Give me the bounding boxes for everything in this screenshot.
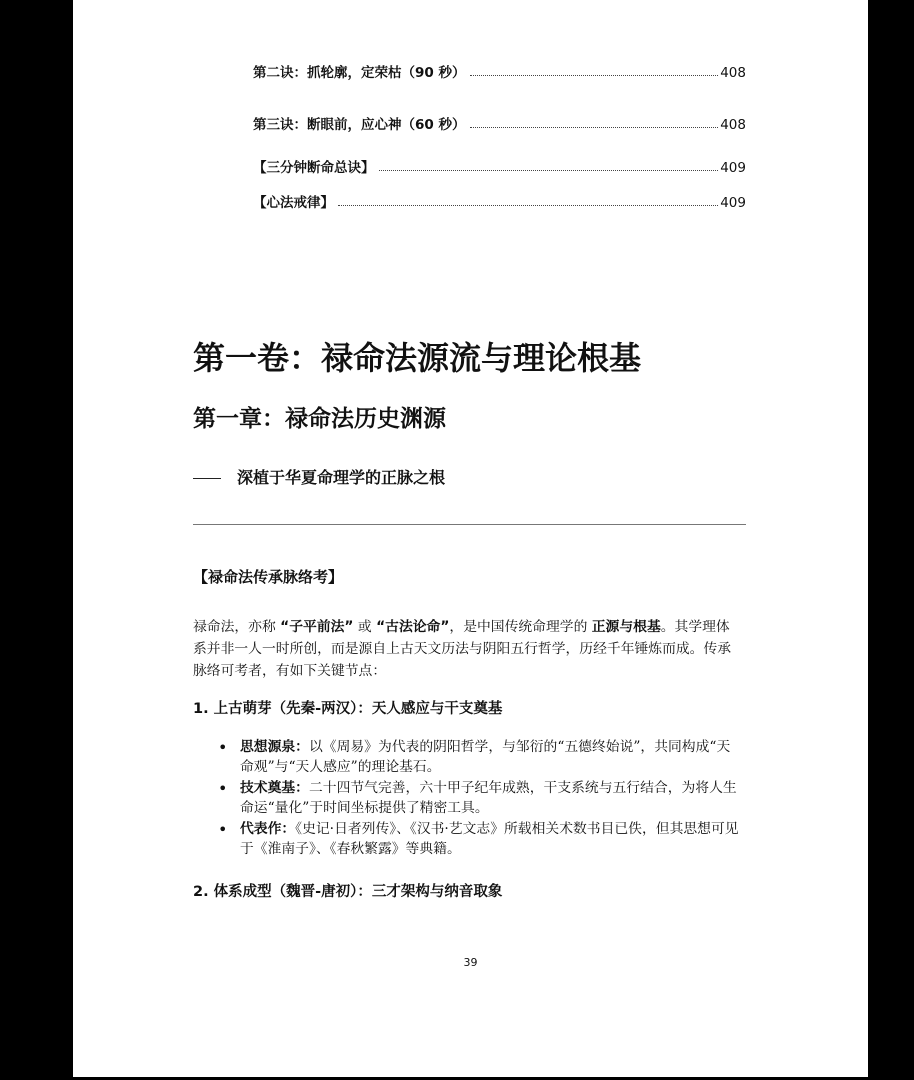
toc-entry-page: 408: [720, 65, 746, 81]
bullet-label: 思想源泉：: [240, 739, 309, 755]
toc-entry[interactable]: [253, 154, 746, 176]
bullet-text: 以《周易》为代表的阴阳哲学，与邹衍的“五德终始说”，共同构成“天命观”与“天人感应”的理论基石。: [240, 739, 731, 775]
intro-paragraph: [193, 616, 743, 682]
chapter-subtitle: [193, 465, 445, 488]
toc-entry[interactable]: [253, 111, 746, 133]
page-number: 39: [463, 956, 478, 969]
toc-entry-title: 第二诀：抓轮廓，定荣枯（90 秒）: [253, 65, 466, 81]
intro-text: 或: [357, 619, 372, 635]
volume-title: 第一卷：禄命法源流与理论根基: [193, 339, 642, 377]
horizontal-divider: [193, 524, 746, 525]
bullet-text: 《史记·日者列传》、《汉书·艺文志》所载相关术数书目已佚，但其思想可见于《淮南子》、《春秋繁露》等典籍。: [240, 821, 739, 857]
subtitle-dash: [193, 478, 221, 479]
toc-entry-page: 409: [720, 195, 746, 211]
list-item: [218, 779, 743, 818]
section-heading: 【禄命法传承脉络考】: [193, 568, 344, 586]
toc-entry-title: 【三分钟断命总诀】: [253, 160, 375, 176]
stage-heading: 1. 上古萌芽（先秦-两汉）：天人感应与干支奠基: [193, 701, 503, 717]
bullet-label: 代表作：: [240, 821, 296, 837]
intro-text: 。其学理体系并非一人一时所创，而是源自上古天文历法与阴阳五行哲学，历经千年锤炼而成。传承脉络可考者，有如下关键节点：: [193, 619, 732, 679]
toc-entry-title: 【心法戒律】: [253, 195, 334, 211]
toc-leader-dots: [338, 205, 718, 206]
toc-leader-dots: [379, 170, 719, 171]
bullet-label: 技术奠基：: [240, 780, 309, 796]
intro-emphasis: “子平前法”: [280, 619, 354, 635]
bullet-list: [218, 738, 743, 861]
toc-entry[interactable]: [253, 59, 746, 81]
intro-emphasis: “古法论命”: [376, 619, 450, 635]
subtitle-text: 深植于华夏命理学的正脉之根: [237, 468, 446, 487]
intro-emphasis: 正源与根基: [591, 619, 661, 635]
bullet-text: 二十四节气完善，六十甲子纪年成熟，干支系统与五行结合，为将人生命运“量化”于时间坐标提供了精密工具。: [240, 780, 737, 816]
chapter-title: 第一章：禄命法历史渊源: [193, 405, 446, 432]
intro-text: ，是中国传统命理学的: [449, 619, 588, 635]
toc-entry[interactable]: [253, 189, 746, 211]
toc-entry-page: 408: [720, 117, 746, 133]
document-page: [73, 0, 868, 1077]
list-item: [218, 820, 743, 859]
toc-leader-dots: [470, 127, 719, 128]
toc-leader-dots: [470, 75, 719, 76]
intro-text: 禄命法，亦称: [193, 619, 276, 635]
toc-entry-title: 第三诀：断眼前，应心神（60 秒）: [253, 117, 466, 133]
stage-heading: 2. 体系成型（魏晋-唐初）：三才架构与纳音取象: [193, 884, 503, 900]
list-item: [218, 738, 743, 777]
toc-entry-page: 409: [720, 160, 746, 176]
